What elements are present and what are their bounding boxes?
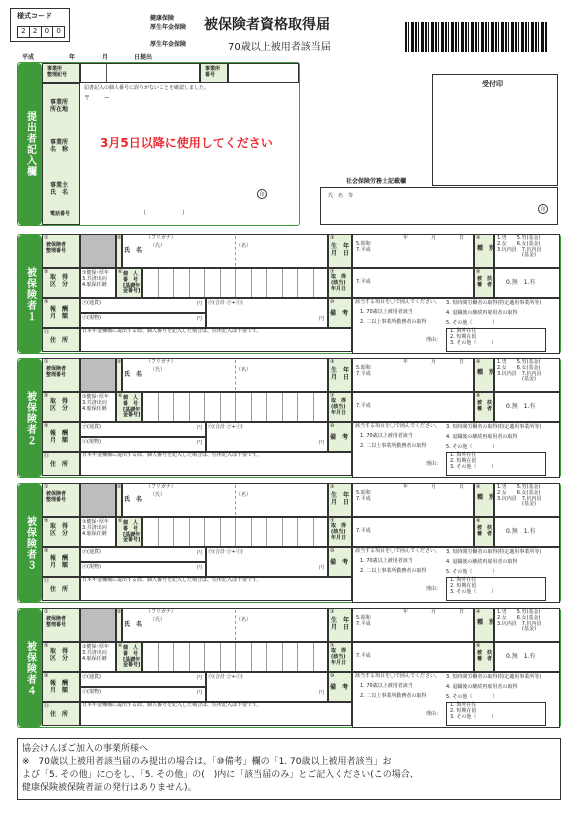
birth-label: 生 年 月 日 <box>331 617 350 631</box>
remarks-option-1: 1. 70歳以上被用者該当 <box>360 433 413 439</box>
office-no-field[interactable] <box>228 63 299 83</box>
num-9: ⑨ <box>44 299 49 305</box>
furigana-label: （フリガナ） <box>146 484 176 490</box>
name-label: 氏 名 <box>124 496 143 503</box>
form-code-digit: 2 <box>18 27 30 37</box>
insurance-type-3: 厚生年金保険 <box>150 41 187 48</box>
office-name-field[interactable] <box>80 134 300 170</box>
acquire-date-label: 取 得 (該当) 年月日 <box>331 274 347 292</box>
remarks-option-4: 4. 退職後の継続再雇用者の取得 <box>446 684 518 690</box>
name-label: 氏 名 <box>124 247 143 254</box>
pay-label: 報 酬 月 額 <box>50 680 69 694</box>
phone-field[interactable]: （ ） <box>140 210 189 217</box>
reason-label: 理由： <box>426 711 442 717</box>
acquire-date-label: 取 得 (該当) 年月日 <box>331 523 347 541</box>
remarks-option-3: 3. 短時間労働者の取得(特定適用事業所等) <box>446 549 542 555</box>
mynumber-digit-divider <box>266 643 267 671</box>
num-6: ⑥ <box>118 643 123 649</box>
num-2: ② <box>117 484 122 490</box>
insured-no-label: 被保険者 整理番号 <box>46 242 67 254</box>
insured-no-field[interactable] <box>80 483 116 517</box>
remarks-option-5: 5. その他（ ） <box>446 320 498 326</box>
acquire-kind-label: 取 得 区 分 <box>50 648 69 662</box>
birth-ymd-label: 年 <box>403 484 409 490</box>
acquire-era-option: 7.平成 <box>356 528 371 534</box>
num-11: ⑪ <box>44 329 50 335</box>
pay-goods-label: ㋑(現物) <box>82 315 101 321</box>
reason-label: 理由： <box>426 461 442 467</box>
pay-label: 報 酬 月 額 <box>50 306 69 320</box>
insured-side-label: 被保険者２ <box>18 359 42 477</box>
num-3: ③ <box>330 609 335 615</box>
acquire-kind-options: ①健保･厚年 3.共済出向 4.船保任継 <box>82 270 109 288</box>
num-4: ④ <box>476 235 481 241</box>
mynumber-digit-divider <box>204 518 205 546</box>
birth-ymd-label: 年 <box>403 359 409 365</box>
dependent-options: 0.無 1.有 <box>506 528 536 535</box>
num-2: ② <box>117 609 122 615</box>
reason-options: 1. 海外在住 2. 短期在留 3. その他（ ） <box>450 452 497 470</box>
insured-no-field[interactable] <box>80 608 116 642</box>
num-7: ⑦ <box>330 269 335 275</box>
family-name-label: （氏） <box>150 492 166 498</box>
remarks-option-5: 5. その他（ ） <box>446 569 498 575</box>
reason-options: 1. 海外在住 2. 短期在留 3. その他（ ） <box>450 702 497 720</box>
dependent-options: 0.無 1.有 <box>506 653 536 660</box>
remarks-option-4: 4. 退職後の継続再雇用者の取得 <box>446 559 518 565</box>
furigana-label: （フリガナ） <box>146 609 176 615</box>
birth-ymd-label: 日 <box>459 609 465 615</box>
pay-total-label: ㋒(合計 ㋐+㋑) <box>208 424 243 430</box>
acquire-kind-label: 取 得 区 分 <box>50 398 69 412</box>
mynumber-digit-divider <box>158 393 159 421</box>
acquire-kind-options: ①健保･厚年 3.共済出向 4.船保任継 <box>82 644 109 662</box>
mynumber-digit-divider <box>189 269 190 297</box>
birth-era-options: 5.昭和 7.平成 <box>356 241 371 253</box>
remarks-option-5: 5. その他（ ） <box>446 444 498 450</box>
remarks-option-2: 2. 二以上事業所勤務者の取得 <box>360 693 427 699</box>
num-10: ⑩ <box>330 548 335 554</box>
pay-total-label: ㋒(合計 ㋐+㋑) <box>208 674 243 680</box>
num-8: ⑧ <box>476 643 481 649</box>
num-8: ⑧ <box>476 518 481 524</box>
phone-label: 電話番号 <box>50 211 71 217</box>
pay-goods-yen: 円 <box>197 316 203 322</box>
reason-options: 1. 海外在住 2. 短期在留 3. その他（ ） <box>450 328 497 346</box>
pay-cash-yen: 円 <box>197 550 203 556</box>
insured-no-field[interactable] <box>80 234 116 268</box>
name-divider <box>235 360 236 390</box>
birth-label: 生 年 月 日 <box>331 492 350 506</box>
mynumber-digit-divider <box>235 269 236 297</box>
num-7: ⑦ <box>330 393 335 399</box>
mynumber-digit-divider <box>297 393 298 421</box>
form-code-digit: 0 <box>42 27 54 37</box>
birth-ymd-label: 年 <box>403 235 409 241</box>
reason-label: 理由： <box>426 586 442 592</box>
address-note: 日本年金機構に提出する際、個人番号を記入した場合は、住所記入は不要です。 <box>82 452 262 458</box>
footer-line-3: よび「5. その他」に○をし、「5. その他」の( )内に「該当届のみ」とご記入ください(この場合、 <box>22 770 419 780</box>
mynumber-digit-divider <box>173 393 174 421</box>
num-10: ⑩ <box>330 299 335 305</box>
mynumber-digit-divider <box>251 643 252 671</box>
address-label: 住 所 <box>50 461 69 468</box>
mynumber-digit-divider <box>313 643 314 671</box>
form-code-digit: 0 <box>56 27 61 35</box>
mynumber-digit-divider <box>173 643 174 671</box>
pay-total-yen: 円 <box>319 565 325 571</box>
dependent-label: 被 扶 養 者 <box>477 400 493 412</box>
mynumber-digit-divider <box>282 643 283 671</box>
mynumber-digit-divider <box>158 643 159 671</box>
birth-ymd-label: 年 <box>403 609 409 615</box>
kind-label: 種 別 <box>477 619 496 626</box>
given-name-label: （名） <box>236 367 252 373</box>
address-note: 日本年金機構に提出する際、個人番号を記入した場合は、住所記入は不要です。 <box>82 702 262 708</box>
birth-ymd-label: 月 <box>431 609 437 615</box>
remarks-option-3: 3. 短時間労働者の取得(特定適用事業所等) <box>446 424 542 430</box>
address-note: 日本年金機構に提出する際、個人番号を記入した場合は、住所記入は不要です。 <box>82 577 262 583</box>
pay-total-label: ㋒(合計 ㋐+㋑) <box>208 549 243 555</box>
num-3: ③ <box>330 484 335 490</box>
mynumber-digit-divider <box>173 518 174 546</box>
given-name-label: （名） <box>236 243 252 249</box>
mynumber-digit-divider <box>220 393 221 421</box>
num-7: ⑦ <box>330 643 335 649</box>
acquire-era-option: 7.平成 <box>356 653 371 659</box>
dependent-label: 被 扶 養 者 <box>477 525 493 537</box>
dependent-label: 被 扶 養 者 <box>477 650 493 662</box>
num-6: ⑥ <box>118 518 123 524</box>
remarks-option-1: 1. 70歳以上被用者該当 <box>360 309 413 315</box>
insured-side-label: 被保険者３ <box>18 484 42 602</box>
insurance-type-2: 厚生年金保険 <box>150 24 187 31</box>
pay-cash-label: ㋐(通貨) <box>82 674 101 680</box>
remarks-option-4: 4. 退職後の継続再雇用者の取得 <box>446 310 518 316</box>
birth-label: 生 年 月 日 <box>331 243 350 257</box>
receipt-box <box>432 74 558 186</box>
num-4: ④ <box>476 609 481 615</box>
mynumber-digit-divider <box>220 518 221 546</box>
num-5: ⑤ <box>44 518 49 524</box>
num-8: ⑧ <box>476 393 481 399</box>
name-divider <box>235 610 236 640</box>
insured-no-field[interactable] <box>80 358 116 392</box>
num-9: ⑨ <box>44 673 49 679</box>
mynumber-digit-divider <box>235 643 236 671</box>
sharoushi-label: 社会保険労務士記載欄 <box>346 178 407 185</box>
footer-line-1: 協会けんぽご加入の事業所様へ <box>22 744 149 754</box>
barcode <box>405 22 547 52</box>
num-3: ③ <box>330 235 335 241</box>
mynumber-digit-divider <box>173 269 174 297</box>
footer-line-4: 健康保険被保険者証の発行はありません)。 <box>22 783 197 793</box>
office-number-label: 事業所 整理記号 <box>47 66 68 78</box>
remarks-option-1: 1. 70歳以上被用者該当 <box>360 683 413 689</box>
form-subtitle: 70歳以上被用者該当届 <box>228 42 331 53</box>
mynumber-digit-divider <box>251 393 252 421</box>
birth-ymd-label: 月 <box>431 235 437 241</box>
birth-ymd-label: 日 <box>459 484 465 490</box>
pay-cash-label: ㋐(通貨) <box>82 424 101 430</box>
birth-era-options: 5.昭和 7.平成 <box>356 365 371 377</box>
address-label: 住 所 <box>50 711 69 718</box>
mynumber-digit-divider <box>204 393 205 421</box>
insured-side-label: 被保険者１ <box>18 235 42 353</box>
num-2: ② <box>117 235 122 241</box>
num-5: ⑤ <box>44 393 49 399</box>
dependent-options: 0.無 1.有 <box>506 279 536 286</box>
remarks-label: 備 考 <box>330 684 349 691</box>
num-1: ① <box>44 359 49 365</box>
dependent-options: 0.無 1.有 <box>506 403 536 410</box>
name-divider <box>235 236 236 266</box>
kind-label: 種 別 <box>477 245 496 252</box>
mynumber-digit-divider <box>220 643 221 671</box>
acquire-kind-options: ①健保･厚年 3.共済出向 4.船保任継 <box>82 394 109 412</box>
num-11: ⑪ <box>44 703 50 709</box>
pay-cash-yen: 円 <box>197 301 203 307</box>
form-code-box <box>10 8 70 42</box>
given-name-label: （名） <box>236 492 252 498</box>
form-code-digit: 2 <box>30 27 42 37</box>
mynumber-digit-divider <box>313 518 314 546</box>
kind-options: 1.男 5.男(基金) 2.女 6.女(基金) 3.坑内員 7.坑内員 (基金) <box>497 235 542 259</box>
remarks-label: 備 考 <box>330 559 349 566</box>
pay-label: 報 酬 月 額 <box>50 555 69 569</box>
sharoushi-box[interactable] <box>320 187 558 225</box>
remarks-option-4: 4. 退職後の継続再雇用者の取得 <box>446 434 518 440</box>
num-11: ⑪ <box>44 578 50 584</box>
num-1: ① <box>44 235 49 241</box>
owner-name-label: 事業主 氏 名 <box>50 182 69 196</box>
pay-cash-yen: 円 <box>197 675 203 681</box>
num-11: ⑪ <box>44 453 50 459</box>
remarks-option-2: 2. 二以上事業所勤務者の取得 <box>360 319 427 325</box>
pay-goods-yen: 円 <box>197 440 203 446</box>
remarks-label: 備 考 <box>330 434 349 441</box>
remarks-option-1: 1. 70歳以上被用者該当 <box>360 558 413 564</box>
remarks-option-3: 3. 短時間労働者の取得(特定適用事業所等) <box>446 674 542 680</box>
acquire-kind-label: 取 得 区 分 <box>50 274 69 288</box>
num-1: ① <box>44 609 49 615</box>
num-1: ① <box>44 484 49 490</box>
birth-label: 生 年 月 日 <box>331 367 350 381</box>
kind-options: 1.男 5.男(基金) 2.女 6.女(基金) 3.坑内員 7.坑内員 (基金) <box>497 609 542 633</box>
num-6: ⑥ <box>118 393 123 399</box>
num-5: ⑤ <box>44 269 49 275</box>
remarks-option-5: 5. その他（ ） <box>446 694 498 700</box>
postal-mark: 〒 <box>84 95 91 102</box>
submitter-side-label: 提出者記入欄 <box>18 63 42 225</box>
reason-label: 理由： <box>426 337 442 343</box>
mynumber-label: 個 人 番 号 [基礎年 金番号] <box>123 645 141 669</box>
footer-line-2: ※ 70歳以上被用者該当届のみ提出の場合は、「⑩備考」欄の「1. 70歳以上被用者該当」お <box>22 757 392 767</box>
pay-label: 報 酬 月 額 <box>50 430 69 444</box>
birth-ymd-label: 月 <box>431 484 437 490</box>
acquire-era-option: 7.平成 <box>356 403 371 409</box>
name-label: 氏 名 <box>124 621 143 628</box>
pay-cash-label: ㋐(通貨) <box>82 300 101 306</box>
mynumber-digit-divider <box>251 269 252 297</box>
pay-goods-yen: 円 <box>197 565 203 571</box>
acquire-kind-options: ①健保･厚年 3.共済出向 4.船保任継 <box>82 519 109 537</box>
mynumber-digit-divider <box>266 393 267 421</box>
mynumber-digit-divider <box>189 393 190 421</box>
form-title: 被保険者資格取得届 <box>204 17 330 33</box>
remarks-option-3: 3. 短時間労働者の取得(特定適用事業所等) <box>446 300 542 306</box>
office-name-label: 事業所 名 称 <box>50 139 69 153</box>
usage-notice: 3月5日以降に使用してください <box>100 136 273 150</box>
mynumber-digit-divider <box>297 518 298 546</box>
num-6: ⑥ <box>118 269 123 275</box>
insured-side-label: 被保険者４ <box>18 609 42 727</box>
family-name-label: （氏） <box>150 617 166 623</box>
num-10: ⑩ <box>330 673 335 679</box>
mynumber-digit-divider <box>251 518 252 546</box>
mynumber-digit-divider <box>282 518 283 546</box>
pay-goods-label: ㋑(現物) <box>82 439 101 445</box>
pay-goods-yen: 円 <box>197 690 203 696</box>
num-3: ③ <box>330 359 335 365</box>
num-7: ⑦ <box>330 518 335 524</box>
pay-total-label: ㋒(合計 ㋐+㋑) <box>208 300 243 306</box>
office-no-label: 事業所 番号 <box>205 66 221 78</box>
pay-goods-label: ㋑(現物) <box>82 689 101 695</box>
mynumber-digit-divider <box>282 393 283 421</box>
num-4: ④ <box>476 484 481 490</box>
dependent-label: 被 扶 養 者 <box>477 276 493 288</box>
insured-no-label: 被保険者 整理番号 <box>46 491 67 503</box>
mynumber-digit-divider <box>297 269 298 297</box>
mynumber-digit-divider <box>158 518 159 546</box>
address-label: 住 所 <box>50 586 69 593</box>
mynumber-digit-divider <box>189 518 190 546</box>
remarks-head: 該当する項目を〇で囲んでください。 <box>355 548 441 554</box>
remarks-label: 備 考 <box>330 310 349 317</box>
receipt-label: 受付印 <box>482 80 503 88</box>
remarks-option-2: 2. 二以上事業所勤務者の取得 <box>360 568 427 574</box>
remarks-head: 該当する項目を〇で囲んでください。 <box>355 423 441 429</box>
sharoushi-seal-mark: 印 <box>538 204 548 214</box>
furigana-label: （フリガナ） <box>146 235 176 241</box>
office-number-field[interactable] <box>80 63 200 83</box>
insured-no-label: 被保険者 整理番号 <box>46 616 67 628</box>
birth-ymd-label: 日 <box>459 359 465 365</box>
owner-seal-mark: 印 <box>257 189 267 199</box>
pay-total-yen: 円 <box>319 440 325 446</box>
pay-total-yen: 円 <box>319 316 325 322</box>
mynumber-label: 個 人 番 号 [基礎年 金番号] <box>123 520 141 544</box>
mynumber-label: 個 人 番 号 [基礎年 金番号] <box>123 271 141 295</box>
date-year: 年 <box>69 54 76 61</box>
reason-options: 1. 海外在住 2. 短期在留 3. その他（ ） <box>450 577 497 595</box>
remarks-head: 該当する項目を〇で囲んでください。 <box>355 299 441 305</box>
mynumber-digit-divider <box>297 643 298 671</box>
office-address-label: 事業所 所在地 <box>50 99 69 113</box>
pay-goods-label: ㋑(現物) <box>82 564 101 570</box>
insured-no-label: 被保険者 整理番号 <box>46 366 67 378</box>
date-era: 平成 <box>22 54 35 61</box>
num-8: ⑧ <box>476 269 481 275</box>
birth-ymd-label: 日 <box>459 235 465 241</box>
acquire-era-option: 7.平成 <box>356 279 371 285</box>
mynumber-digit-divider <box>189 643 190 671</box>
pay-cash-yen: 円 <box>197 425 203 431</box>
mynumber-label: 個 人 番 号 [基礎年 金番号] <box>123 395 141 419</box>
mynumber-digit-divider <box>158 269 159 297</box>
date-day: 日提出 <box>134 54 153 61</box>
acquire-kind-label: 取 得 区 分 <box>50 523 69 537</box>
mynumber-digit-divider <box>266 269 267 297</box>
pay-total-yen: 円 <box>319 690 325 696</box>
birth-era-options: 5.昭和 7.平成 <box>356 615 371 627</box>
insurance-type-1: 健康保険 <box>150 15 175 22</box>
num-2: ② <box>117 359 122 365</box>
remarks-head: 該当する項目を〇で囲んでください。 <box>355 673 441 679</box>
pay-cash-label: ㋐(通貨) <box>82 549 101 555</box>
form-code-label: 様式コード <box>17 12 52 20</box>
kind-options: 1.男 5.男(基金) 2.女 6.女(基金) 3.坑内員 7.坑内員 (基金) <box>497 359 542 383</box>
family-name-label: （氏） <box>150 367 166 373</box>
num-9: ⑨ <box>44 548 49 554</box>
mynumber-digit-divider <box>204 643 205 671</box>
name-label: 氏 名 <box>124 371 143 378</box>
num-5: ⑤ <box>44 643 49 649</box>
name-divider <box>235 485 236 515</box>
mynumber-digit-divider <box>204 269 205 297</box>
family-name-label: （氏） <box>150 243 166 249</box>
mynumber-digit-divider <box>266 518 267 546</box>
submit-note: 届書記入の個人番号に誤りがないことを確認しました。 <box>84 85 210 91</box>
num-10: ⑩ <box>330 423 335 429</box>
address-label: 住 所 <box>50 337 69 344</box>
kind-options: 1.男 5.男(基金) 2.女 6.女(基金) 3.坑内員 7.坑内員 (基金) <box>497 484 542 508</box>
address-note: 日本年金機構に提出する際、個人番号を記入した場合は、住所記入は不要です。 <box>82 328 262 334</box>
mynumber-digit-divider <box>313 269 314 297</box>
furigana-label: （フリガナ） <box>146 359 176 365</box>
birth-era-options: 5.昭和 7.平成 <box>356 490 371 502</box>
mynumber-digit-divider <box>313 393 314 421</box>
birth-ymd-label: 月 <box>431 359 437 365</box>
mynumber-digit-divider <box>235 393 236 421</box>
mynumber-digit-divider <box>220 269 221 297</box>
kind-label: 種 別 <box>477 369 496 376</box>
acquire-date-label: 取 得 (該当) 年月日 <box>331 648 347 666</box>
owner-name-field[interactable] <box>80 172 300 206</box>
postal-dash: ー <box>104 95 111 102</box>
num-9: ⑨ <box>44 423 49 429</box>
given-name-label: （名） <box>236 617 252 623</box>
date-month: 月 <box>102 54 109 61</box>
acquire-date-label: 取 得 (該当) 年月日 <box>331 398 347 416</box>
mynumber-digit-divider <box>235 518 236 546</box>
kind-label: 種 別 <box>477 494 496 501</box>
num-4: ④ <box>476 359 481 365</box>
remarks-option-2: 2. 二以上事業所勤務者の取得 <box>360 443 427 449</box>
mynumber-digit-divider <box>282 269 283 297</box>
office-address-field[interactable] <box>80 83 300 133</box>
sharoushi-name-label: 氏 名 等 <box>328 193 354 199</box>
